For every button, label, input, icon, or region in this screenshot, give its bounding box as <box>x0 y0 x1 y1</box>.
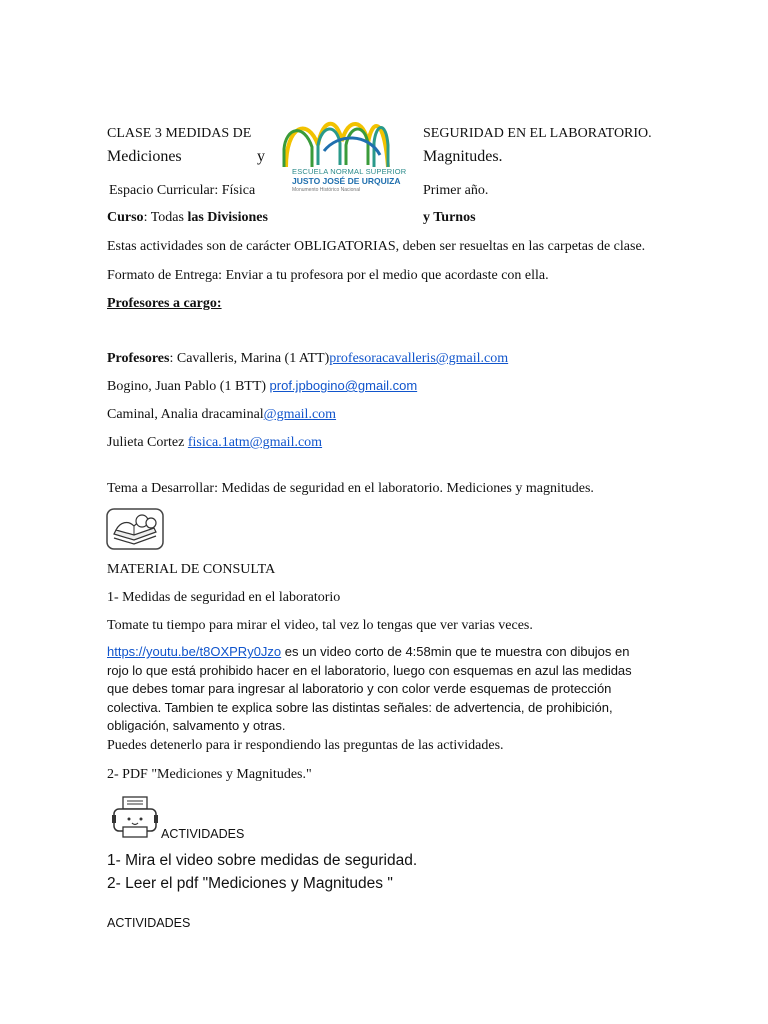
teacher-email-link[interactable]: @gmail.com <box>263 407 337 422</box>
school-logo <box>278 115 414 205</box>
header-line2-right: Magnitudes. <box>423 148 503 165</box>
teacher-name: : Cavalleris, Marina (1 ATT) <box>169 351 330 366</box>
video-description: es un video corto de 4:58min que te muestra con dibujos en rojo lo que está prohibido hacer en el laboratorio, luego con esquemas en azul las medidas que debes tomar para ingresar al laboratorio y con color verde esquemas de protección colectiva. Tambien te explica sobre las distintas señales: de advertencia, de prohibición, obligación, salvamento y otras. <box>107 644 632 734</box>
primer-ano: Primer año. <box>423 183 489 198</box>
teacher-row <box>107 378 417 395</box>
header-line2-left-b: y <box>257 148 265 165</box>
puedes-text: Puedes detenerlo para ir respondiendo las preguntas de las actividades. <box>107 737 504 753</box>
curso-divisiones: las Divisiones <box>187 210 268 225</box>
logo-line2: JUSTO JOSÉ DE URQUIZA <box>292 176 401 186</box>
teacher-prefix: Profesores <box>107 351 170 366</box>
header-line2-left-a: Mediciones <box>107 148 182 165</box>
material-item1: 1- Medidas de seguridad en el laboratorio <box>107 590 341 605</box>
teacher-email-link[interactable]: profesoracavalleris@gmail.com <box>329 351 509 366</box>
curso-turnos: y Turnos <box>423 210 476 225</box>
header-line1-left: CLASE 3 MEDIDAS DE <box>107 126 252 141</box>
teacher-email-link[interactable]: fisica.1atm@gmail.com <box>187 435 323 450</box>
tomate-text: Tomate tu tiempo para mirar el video, tal vez lo tengas que ver varias veces. <box>107 618 533 633</box>
header-line1-right: SEGURIDAD EN EL LABORATORIO. <box>423 126 652 141</box>
teacher-email-link[interactable]: prof.jpbogino@gmail.com <box>269 378 418 393</box>
printer-icon <box>111 795 159 839</box>
curso-line <box>107 210 268 226</box>
teacher-name: Caminal, Analia dracaminal <box>107 407 264 422</box>
obligatorias-text: Estas actividades son de carácter OBLIGATORIAS, deben ser resueltas en las carpetas de clase. <box>107 239 646 254</box>
book-icon <box>106 508 164 550</box>
espacio-curricular: Espacio Curricular: Física <box>109 183 256 198</box>
teacher-row <box>107 407 336 423</box>
teacher-row <box>107 351 508 367</box>
curso-sep: : Todas <box>143 210 188 225</box>
video-link[interactable]: https://youtu.be/t8OXPRy0Jzo <box>107 644 282 659</box>
material-item2: 2- PDF "Mediciones y Magnitudes." <box>107 767 312 782</box>
teacher-name: Bogino, Juan Pablo (1 BTT) <box>107 379 270 394</box>
curso-label: Curso <box>107 210 144 225</box>
teacher-row <box>107 435 322 451</box>
logo-line1: ESCUELA NORMAL SUPERIOR <box>292 167 407 176</box>
profesores-heading: Profesores a cargo: <box>107 296 222 311</box>
actividades-footer-label: ACTIVIDADES <box>107 916 191 930</box>
video-paragraph <box>107 643 647 756</box>
task-1: 1- Mira el video sobre medidas de seguridad. <box>107 852 418 869</box>
material-heading: MATERIAL DE CONSULTA <box>107 562 276 577</box>
formato-text: Formato de Entrega: Enviar a tu profesora por el medio que acordaste con ella. <box>107 268 549 283</box>
logo-line3: Monumento Histórico Nacional <box>292 187 361 193</box>
actividades-label: ACTIVIDADES <box>161 827 245 841</box>
tema-text: Tema a Desarrollar: Medidas de seguridad en el laboratorio. Mediciones y magnitudes. <box>107 481 594 496</box>
teacher-name: Julieta Cortez <box>107 435 188 450</box>
task-2: 2- Leer el pdf "Mediciones y Magnitudes " <box>107 875 393 892</box>
